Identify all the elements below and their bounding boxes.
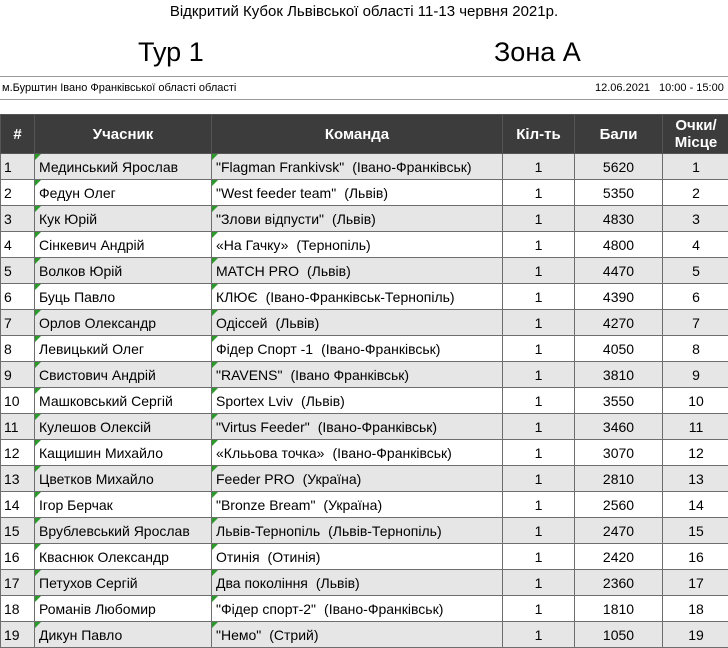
team-cell[interactable]	[212, 440, 503, 466]
quantity-cell: 1	[503, 180, 575, 206]
table-row[interactable]	[1, 544, 728, 570]
row-number: 1	[1, 154, 35, 180]
quantity-cell: 1	[503, 232, 575, 258]
column-header-team[interactable]: Команда	[212, 115, 503, 154]
quantity-cell: 1	[503, 596, 575, 622]
team-name: "Фідер спорт-2"	[216, 601, 316, 617]
participant-name[interactable]: Кащишин Михайло	[35, 440, 212, 466]
quantity-cell: 1	[503, 622, 575, 648]
team-city: (Івано Франківськ)	[290, 367, 409, 383]
points-cell: 5350	[575, 180, 663, 206]
column-header-num[interactable]: #	[1, 115, 35, 154]
team-name: Львів-Тернопіль	[216, 523, 320, 539]
team-cell[interactable]	[212, 180, 503, 206]
row-number: 12	[1, 440, 35, 466]
place-cell: 10	[663, 388, 728, 414]
column-header-participant[interactable]: Учасник	[35, 115, 212, 154]
table-row[interactable]	[1, 570, 728, 596]
place-cell: 11	[663, 414, 728, 440]
quantity-cell: 1	[503, 440, 575, 466]
participant-name[interactable]: Дикун Павло	[35, 622, 212, 648]
results-table	[0, 114, 728, 648]
column-header-points[interactable]: Бали	[575, 115, 663, 154]
round-label: Тур 1	[138, 34, 204, 70]
quantity-cell: 1	[503, 544, 575, 570]
participant-name[interactable]: Орлов Олександр	[35, 310, 212, 336]
team-name: Feeder PRO	[216, 471, 295, 487]
team-name: «Клььова точка»	[216, 445, 324, 461]
table-row[interactable]	[1, 232, 728, 258]
quantity-cell: 1	[503, 258, 575, 284]
place-cell: 6	[663, 284, 728, 310]
table-row[interactable]	[1, 492, 728, 518]
team-cell[interactable]	[212, 492, 503, 518]
quantity-cell: 1	[503, 362, 575, 388]
table-row[interactable]	[1, 596, 728, 622]
row-number: 19	[1, 622, 35, 648]
points-cell: 4830	[575, 206, 663, 232]
points-cell: 3460	[575, 414, 663, 440]
points-cell: 4050	[575, 336, 663, 362]
team-city: (Україна)	[303, 471, 362, 487]
row-number: 2	[1, 180, 35, 206]
points-cell: 3810	[575, 362, 663, 388]
team-name: "RAVENS"	[216, 367, 282, 383]
team-cell[interactable]	[212, 388, 503, 414]
quantity-cell: 1	[503, 414, 575, 440]
quantity-cell: 1	[503, 492, 575, 518]
team-city: (Стрий)	[269, 627, 318, 643]
table-row[interactable]	[1, 466, 728, 492]
participant-name[interactable]: Свистович Андрій	[35, 362, 212, 388]
team-name: Два покоління	[216, 575, 308, 591]
team-name: «На Гачку»	[216, 237, 288, 253]
place-cell: 1	[663, 154, 728, 180]
points-cell: 2420	[575, 544, 663, 570]
team-cell[interactable]	[212, 154, 503, 180]
table-row[interactable]	[1, 336, 728, 362]
team-name: Sportex Lviv	[216, 393, 293, 409]
points-cell: 2560	[575, 492, 663, 518]
column-header-place[interactable]	[663, 115, 728, 154]
team-cell[interactable]	[212, 310, 503, 336]
quantity-cell: 1	[503, 206, 575, 232]
table-row[interactable]	[1, 180, 728, 206]
team-cell[interactable]	[212, 622, 503, 648]
team-city: (Тернопіль)	[296, 237, 370, 253]
row-number: 16	[1, 544, 35, 570]
table-row[interactable]	[1, 362, 728, 388]
team-cell[interactable]	[212, 570, 503, 596]
participant-name[interactable]: Сінкевич Андрій	[35, 232, 212, 258]
team-name: Фідер Спорт -1	[216, 341, 313, 357]
points-cell: 2360	[575, 570, 663, 596]
place-cell: 12	[663, 440, 728, 466]
team-cell[interactable]	[212, 518, 503, 544]
place-cell: 16	[663, 544, 728, 570]
participant-name[interactable]: Волков Юрій	[35, 258, 212, 284]
table-row[interactable]	[1, 518, 728, 544]
place-cell: 2	[663, 180, 728, 206]
points-cell: 4470	[575, 258, 663, 284]
page-title: Відкритий Кубок Львівської області 11-13 червня 2021р.	[0, 0, 728, 24]
row-number: 13	[1, 466, 35, 492]
table-row[interactable]	[1, 206, 728, 232]
table-header-row	[1, 115, 728, 154]
quantity-cell: 1	[503, 518, 575, 544]
points-cell: 4800	[575, 232, 663, 258]
table-row[interactable]	[1, 258, 728, 284]
team-city: (Львів)	[332, 211, 376, 227]
place-cell: 15	[663, 518, 728, 544]
participant-name[interactable]: Кук Юрій	[35, 206, 212, 232]
place-cell: 13	[663, 466, 728, 492]
place-cell: 5	[663, 258, 728, 284]
column-header-place-line1: Очки/	[675, 117, 716, 134]
row-number: 11	[1, 414, 35, 440]
team-name: MATCH PRO	[216, 263, 299, 279]
quantity-cell: 1	[503, 310, 575, 336]
team-city: (Івано-Франківськ)	[318, 419, 437, 435]
zone-label: Зона А	[494, 34, 581, 70]
team-city: (Львів)	[344, 185, 388, 201]
team-city: (Львів)	[301, 393, 345, 409]
participant-name[interactable]: Машковський Сергій	[35, 388, 212, 414]
team-name: "Flagman Frankivsk"	[216, 159, 344, 175]
team-city: (Івано-Франківськ)	[321, 341, 440, 357]
quantity-cell: 1	[503, 570, 575, 596]
quantity-cell: 1	[503, 284, 575, 310]
row-number: 7	[1, 310, 35, 336]
participant-name[interactable]: Кулешов Олексій	[35, 414, 212, 440]
points-cell: 4390	[575, 284, 663, 310]
row-number: 10	[1, 388, 35, 414]
team-name: "Немо"	[216, 627, 261, 643]
team-cell[interactable]	[212, 206, 503, 232]
participant-name[interactable]: Кваснюк Олександр	[35, 544, 212, 570]
place-cell: 7	[663, 310, 728, 336]
results-table-body	[1, 154, 728, 648]
table-row[interactable]	[1, 440, 728, 466]
team-city: (Львів)	[316, 575, 360, 591]
quantity-cell: 1	[503, 336, 575, 362]
points-cell: 5620	[575, 154, 663, 180]
quantity-cell: 1	[503, 388, 575, 414]
team-city: (Україна)	[323, 497, 382, 513]
team-cell[interactable]	[212, 544, 503, 570]
quantity-cell: 1	[503, 154, 575, 180]
team-name: Отинія	[216, 549, 260, 565]
round-zone-header	[0, 30, 728, 74]
participant-name[interactable]: Мединський Ярослав	[35, 154, 212, 180]
points-cell: 1810	[575, 596, 663, 622]
participant-name[interactable]: Буць Павло	[35, 284, 212, 310]
participant-name[interactable]: Врублевський Ярослав	[35, 518, 212, 544]
row-number: 15	[1, 518, 35, 544]
row-number: 8	[1, 336, 35, 362]
place-cell: 14	[663, 492, 728, 518]
row-number: 18	[1, 596, 35, 622]
place-cell: 19	[663, 622, 728, 648]
table-row[interactable]	[1, 310, 728, 336]
place-cell: 17	[663, 570, 728, 596]
team-city: (Івано-Франківськ)	[352, 159, 471, 175]
team-city: (Івано-Франківськ)	[332, 445, 451, 461]
row-number: 14	[1, 492, 35, 518]
participant-name[interactable]: Федун Олег	[35, 180, 212, 206]
team-cell[interactable]	[212, 284, 503, 310]
place-cell: 3	[663, 206, 728, 232]
column-header-place-line2: Місце	[675, 134, 718, 151]
place-cell: 18	[663, 596, 728, 622]
team-name: КЛЮЄ	[216, 289, 258, 305]
team-city: (Отинія)	[268, 549, 321, 565]
event-info-bar	[0, 76, 728, 100]
participant-name[interactable]: Левицький Олег	[35, 336, 212, 362]
row-number: 4	[1, 232, 35, 258]
table-row[interactable]	[1, 388, 728, 414]
team-city: (Львів)	[307, 263, 351, 279]
team-cell[interactable]	[212, 336, 503, 362]
row-number: 6	[1, 284, 35, 310]
points-cell: 3070	[575, 440, 663, 466]
team-name: "Злови відпусти"	[216, 211, 324, 227]
participant-name[interactable]: Ігор Берчак	[35, 492, 212, 518]
place-cell: 9	[663, 362, 728, 388]
place-cell: 4	[663, 232, 728, 258]
quantity-cell: 1	[503, 466, 575, 492]
points-cell: 2810	[575, 466, 663, 492]
venue-text: м.Бурштин Івано Франківської області області	[2, 77, 236, 99]
event-date: 12.06.2021	[595, 77, 650, 99]
team-cell[interactable]	[212, 258, 503, 284]
table-row[interactable]	[1, 284, 728, 310]
team-city: (Львів)	[275, 315, 319, 331]
team-cell[interactable]	[212, 362, 503, 388]
table-row[interactable]	[1, 154, 728, 180]
row-number: 3	[1, 206, 35, 232]
team-cell[interactable]	[212, 414, 503, 440]
participant-name[interactable]: Цветков Михайло	[35, 466, 212, 492]
team-name: Одіссей	[216, 315, 267, 331]
points-cell: 3550	[575, 388, 663, 414]
team-cell[interactable]	[212, 596, 503, 622]
team-city: (Львів-Тернопіль)	[328, 523, 441, 539]
team-name: "Virtus Feeder"	[216, 419, 310, 435]
table-row[interactable]	[1, 622, 728, 648]
place-cell: 8	[663, 336, 728, 362]
row-number: 17	[1, 570, 35, 596]
column-header-qty[interactable]: Кіл-ть	[503, 115, 575, 154]
team-city: (Івано-Франківськ)	[324, 601, 443, 617]
points-cell: 2470	[575, 518, 663, 544]
team-city: (Івано-Франківськ-Тернопіль)	[266, 289, 455, 305]
team-name: "Bronze Bream"	[216, 497, 315, 513]
points-cell: 1050	[575, 622, 663, 648]
participant-name[interactable]: Петухов Сергій	[35, 570, 212, 596]
participant-name[interactable]: Романів Любомир	[35, 596, 212, 622]
team-name: "West feeder team"	[216, 185, 336, 201]
team-cell[interactable]	[212, 466, 503, 492]
event-time: 10:00 - 15:00	[659, 77, 724, 99]
row-number: 5	[1, 258, 35, 284]
team-cell[interactable]	[212, 232, 503, 258]
row-number: 9	[1, 362, 35, 388]
points-cell: 4270	[575, 310, 663, 336]
table-row[interactable]	[1, 414, 728, 440]
